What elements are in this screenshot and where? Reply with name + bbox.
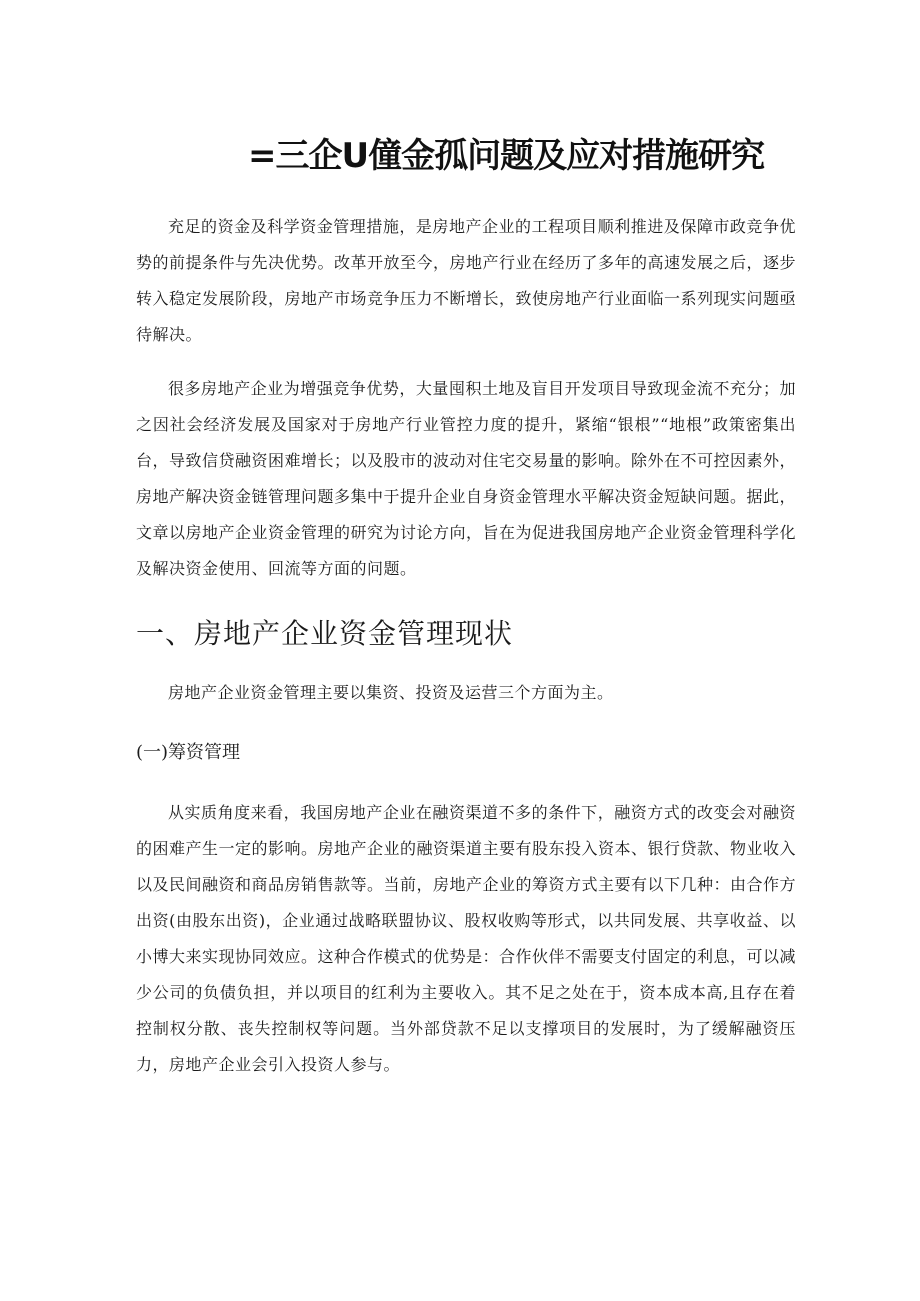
- subsection-heading: (一)筹资管理: [136, 742, 241, 763]
- document-title: =三企U僮金孤问题及应对措施研究: [248, 136, 765, 176]
- section-intro-paragraph: 房地产企业资金管理主要以集资、投资及运营三个方面为主。: [168, 683, 614, 702]
- intro-paragraph-2: 很多房地产企业为增强竞争优势，大量囤积土地及盲目开发项目导致现金流不充分；加之因社会经济发展及国家对于房地产行业管控力度的提升，紧缩“银根”“地根”政策密集出台，导致信贷融资困难增长；以及股市的波动对住宅交易量的影响。除外在不可控因素外，房地产解决资金链管理问题多集中于提升企业自身资金管理水平解决资金短缺问题。据此，文章以房地产企业资金管理的研究为讨论方向，旨在为促进我国房地产企业资金管理科学化及解决资金使用、回流等方面的问题。: [136, 379, 797, 578]
- intro-paragraph-1: 充足的资金及科学资金管理措施，是房地产企业的工程项目顺利推进及保障市政竞争优势的前提条件与先决优势。改革开放至今，房地产行业在经历了多年的高速发展之后，逐步转入稳定发展阶段，房地产市场竞争压力不断增长，致使房地产行业面临一系列现实问题亟待解决。: [136, 217, 797, 344]
- subsection-body-paragraph: 从实质角度来看，我国房地产企业在融资渠道不多的条件下，融资方式的改变会对融资的困难产生一定的影响。房地产企业的融资渠道主要有股东投入资本、银行贷款、物业收入以及民间融资和商品房销售款等。当前，房地产企业的筹资方式主要有以下几种：由合作方出资(由股东出资)，企业通过战略联盟协议、股权收购等形式，以共同发展、共享收益、以小博大来实现协同效应。这种合作模式的优势是：合作伙伴不需要支付固定的利息，可以减少公司的负债负担，并以项目的红利为主要收入。其不足之处在于，资本成本高,且存在着控制权分散、丧失控制权等问题。当外部贷款不足以支撑项目的发展时，为了缓解融资压力，房地产企业会引入投资人参与。: [136, 803, 797, 1074]
- section-heading: 一、房地产企业资金管理现状: [136, 617, 514, 650]
